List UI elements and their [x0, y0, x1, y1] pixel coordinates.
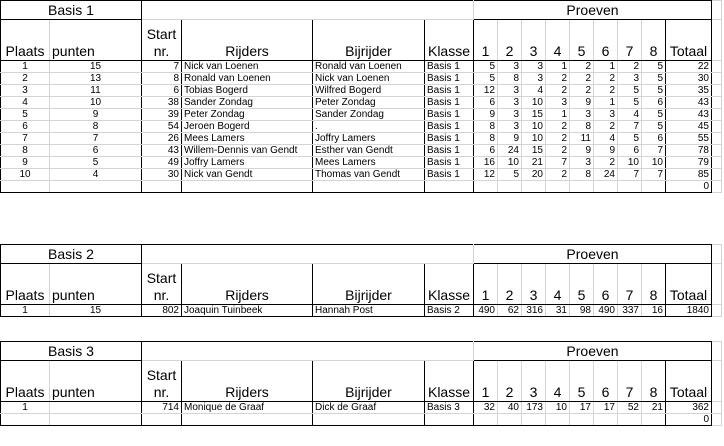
cell-klasse: Basis 1	[425, 121, 474, 133]
cell-proef-1: 5	[474, 61, 498, 73]
cell-proef-8: 7	[642, 169, 666, 181]
cell-punten: 13	[50, 73, 142, 85]
cell-proef-2: 3	[498, 109, 522, 121]
col-p8: 8	[642, 361, 666, 402]
col-punten: punten	[50, 361, 142, 402]
cell-bijrijder: Mees Lamers	[313, 157, 425, 169]
cell-bijrijder: Sander Zondag	[313, 109, 425, 121]
col-p5: 5	[570, 361, 594, 402]
cell-plaats: 4	[1, 97, 50, 109]
col-start: Start nr.	[142, 20, 182, 61]
cell-proef-8: 10	[642, 157, 666, 169]
cell-proef-8: 21	[642, 402, 666, 414]
col-klasse: Klasse	[425, 20, 474, 61]
cell-totaal: 35	[666, 85, 712, 97]
cell-proef-5: 17	[570, 402, 594, 414]
table-row	[1, 97, 722, 109]
col-p4: 4	[546, 264, 570, 305]
col-p3: 3	[522, 361, 546, 402]
cell-totaal: 55	[666, 133, 712, 145]
cell-bijrijder: Peter Zondag	[313, 97, 425, 109]
cell-proef-4: 31	[546, 305, 570, 317]
cell-klasse: Basis 1	[425, 169, 474, 181]
cell-proef-3: 10	[522, 121, 546, 133]
table-row	[1, 61, 722, 73]
cell-proef-1: 6	[474, 145, 498, 157]
cell-proef-1: 8	[474, 121, 498, 133]
table-row	[1, 157, 722, 169]
cell-start: 26	[142, 133, 182, 145]
cell-bijrijder: Thomas van Gendt	[313, 169, 425, 181]
cell-klasse: Basis 1	[425, 145, 474, 157]
cell-proef-3: 21	[522, 157, 546, 169]
cell-punten: 15	[50, 61, 142, 73]
cell-proef-4: 2	[546, 121, 570, 133]
cell-proef-5: 11	[570, 133, 594, 145]
cell-plaats: 3	[1, 85, 50, 97]
cell-proef-4: 1	[546, 61, 570, 73]
table-row	[1, 73, 722, 85]
cell-proef-7: 5	[618, 97, 642, 109]
cell-proef-4: 10	[546, 402, 570, 414]
col-p8: 8	[642, 20, 666, 61]
table-row	[1, 85, 722, 97]
table-row	[1, 133, 722, 145]
cell-plaats: 9	[1, 157, 50, 169]
cell-proef-2: 3	[498, 61, 522, 73]
col-p5: 5	[570, 264, 594, 305]
cell-proef-8: 7	[642, 145, 666, 157]
cell-plaats: 2	[1, 73, 50, 85]
cell-plaats: 1	[1, 402, 50, 414]
cell-proef-2: 3	[498, 85, 522, 97]
col-p7: 7	[618, 264, 642, 305]
basis3-title: Basis 3	[1, 342, 142, 361]
cell-proef-7: 5	[618, 133, 642, 145]
cell-proef-3: 173	[522, 402, 546, 414]
cell-proef-4: 2	[546, 169, 570, 181]
cell-proef-8: 5	[642, 121, 666, 133]
col-totaal: Totaal	[666, 264, 712, 305]
col-p4: 4	[546, 20, 570, 61]
cell-proef-6: 2	[594, 121, 618, 133]
cell-proef-4: 3	[546, 97, 570, 109]
cell-proef-5: 8	[570, 169, 594, 181]
col-rijders: Rijders	[182, 361, 313, 402]
basis1-proeven-header: Proeven	[474, 1, 712, 20]
cell-proef-5: 3	[570, 157, 594, 169]
basis3-proeven-header: Proeven	[474, 342, 712, 361]
cell-proef-5: 2	[570, 85, 594, 97]
cell-rijder: Mees Lamers	[182, 133, 313, 145]
cell-proef-4: 1	[546, 109, 570, 121]
cell-rijder: Peter Zondag	[182, 109, 313, 121]
cell-proef-6: 9	[594, 145, 618, 157]
table-row	[1, 305, 722, 317]
col-punten: punten	[50, 264, 142, 305]
col-p8: 8	[642, 264, 666, 305]
cell-proef-6: 490	[594, 305, 618, 317]
cell-proef-6: 3	[594, 109, 618, 121]
col-rijders: Rijders	[182, 264, 313, 305]
cell-totaal: 43	[666, 109, 712, 121]
cell-start: 6	[142, 85, 182, 97]
cell-punten: 5	[50, 157, 142, 169]
cell-proef-2: 10	[498, 157, 522, 169]
cell-plaats: 10	[1, 169, 50, 181]
col-punten: punten	[50, 20, 142, 61]
cell-proef-8: 5	[642, 85, 666, 97]
cell-rijder: Joffry Lamers	[182, 157, 313, 169]
cell-bijrijder: Esther van Gendt	[313, 145, 425, 157]
cell-proef-4: 2	[546, 133, 570, 145]
cell-proef-1: 490	[474, 305, 498, 317]
table-row	[1, 145, 722, 157]
cell-punten: 8	[50, 121, 142, 133]
cell-klasse: Basis 1	[425, 85, 474, 97]
cell-rijder: Sander Zondag	[182, 97, 313, 109]
cell-rijder: Ronald van Loenen	[182, 73, 313, 85]
cell-start: 7	[142, 61, 182, 73]
col-p7: 7	[618, 361, 642, 402]
cell-plaats: 6	[1, 121, 50, 133]
cell-klasse: Basis 1	[425, 61, 474, 73]
col-p6: 6	[594, 361, 618, 402]
cell-proef-3: 15	[522, 109, 546, 121]
cell-proef-1: 32	[474, 402, 498, 414]
cell-proef-5: 98	[570, 305, 594, 317]
cell-totaal-empty: 0	[666, 181, 712, 193]
col-p1: 1	[474, 20, 498, 61]
cell-bijrijder: .	[313, 121, 425, 133]
cell-totaal: 43	[666, 97, 712, 109]
cell-punten: 9	[50, 109, 142, 121]
basis2-title: Basis 2	[1, 245, 142, 264]
cell-proef-8: 5	[642, 109, 666, 121]
cell-start: 39	[142, 109, 182, 121]
cell-proef-7: 5	[618, 85, 642, 97]
cell-plaats: 7	[1, 133, 50, 145]
col-p1: 1	[474, 264, 498, 305]
col-p6: 6	[594, 20, 618, 61]
table-row-empty	[1, 414, 722, 426]
table-row	[1, 402, 722, 414]
col-plaats: Plaats	[1, 361, 50, 402]
col-plaats: Plaats	[1, 264, 50, 305]
col-totaal: Totaal	[666, 361, 712, 402]
col-bijrijder: Bijrijder	[313, 361, 425, 402]
table-row	[1, 169, 722, 181]
basis2-table	[0, 244, 722, 317]
cell-bijrijder: Dick de Graaf	[313, 402, 425, 414]
cell-proef-8: 5	[642, 73, 666, 85]
cell-proef-2: 5	[498, 169, 522, 181]
cell-proef-3: 15	[522, 145, 546, 157]
cell-proef-6: 1	[594, 97, 618, 109]
cell-start: 38	[142, 97, 182, 109]
col-p3: 3	[522, 20, 546, 61]
cell-punten: 7	[50, 133, 142, 145]
cell-bijrijder: Hannah Post	[313, 305, 425, 317]
cell-proef-5: 2	[570, 73, 594, 85]
cell-rijder: Willem-Dennis van Gendt	[182, 145, 313, 157]
cell-proef-3: 3	[522, 73, 546, 85]
col-totaal: Totaal	[666, 20, 712, 61]
cell-bijrijder: Joffry Lamers	[313, 133, 425, 145]
cell-totaal: 79	[666, 157, 712, 169]
cell-totaal: 30	[666, 73, 712, 85]
table-row	[1, 109, 722, 121]
cell-proef-2: 3	[498, 121, 522, 133]
cell-proef-6: 4	[594, 133, 618, 145]
cell-proef-1: 6	[474, 97, 498, 109]
cell-proef-1: 8	[474, 133, 498, 145]
cell-proef-5: 3	[570, 109, 594, 121]
cell-rijder: Tobias Bogerd	[182, 85, 313, 97]
cell-proef-6: 1	[594, 61, 618, 73]
cell-bijrijder: Nick van Loenen	[313, 73, 425, 85]
cell-proef-1: 9	[474, 109, 498, 121]
cell-proef-3: 10	[522, 97, 546, 109]
basis3-table	[0, 341, 722, 426]
cell-start: 714	[142, 402, 182, 414]
cell-proef-2: 9	[498, 133, 522, 145]
cell-rijder: Jeroen Bogerd	[182, 121, 313, 133]
cell-klasse: Basis 1	[425, 73, 474, 85]
cell-proef-8: 16	[642, 305, 666, 317]
col-plaats: Plaats	[1, 20, 50, 61]
cell-proef-3: 3	[522, 61, 546, 73]
cell-rijder: Nick van Gendt	[182, 169, 313, 181]
cell-proef-2: 40	[498, 402, 522, 414]
cell-start: 802	[142, 305, 182, 317]
col-p2: 2	[498, 361, 522, 402]
cell-proef-3: 4	[522, 85, 546, 97]
cell-proef-8: 5	[642, 61, 666, 73]
cell-bijrijder: Wilfred Bogerd	[313, 85, 425, 97]
table-row-empty	[1, 181, 722, 193]
basis1-table	[0, 0, 722, 193]
col-klasse: Klasse	[425, 361, 474, 402]
col-p1: 1	[474, 361, 498, 402]
cell-proef-6: 2	[594, 157, 618, 169]
cell-proef-5: 9	[570, 97, 594, 109]
cell-proef-7: 10	[618, 157, 642, 169]
cell-totaal-empty: 0	[666, 414, 712, 426]
cell-klasse: Basis 2	[425, 305, 474, 317]
cell-punten: 15	[50, 305, 142, 317]
cell-proef-7: 52	[618, 402, 642, 414]
col-p6: 6	[594, 264, 618, 305]
col-start: Start nr.	[142, 361, 182, 402]
cell-proef-5: 9	[570, 145, 594, 157]
cell-proef-5: 8	[570, 121, 594, 133]
col-p2: 2	[498, 264, 522, 305]
cell-totaal: 1840	[666, 305, 712, 317]
cell-proef-8: 6	[642, 97, 666, 109]
cell-rijder: Monique de Graaf	[182, 402, 313, 414]
cell-proef-6: 24	[594, 169, 618, 181]
cell-totaal: 22	[666, 61, 712, 73]
cell-plaats: 8	[1, 145, 50, 157]
cell-start: 49	[142, 157, 182, 169]
cell-bijrijder: Ronald van Loenen	[313, 61, 425, 73]
cell-totaal: 78	[666, 145, 712, 157]
cell-punten: 6	[50, 145, 142, 157]
cell-proef-2: 62	[498, 305, 522, 317]
cell-totaal: 85	[666, 169, 712, 181]
cell-plaats: 1	[1, 61, 50, 73]
cell-punten	[50, 402, 142, 414]
table-row	[1, 121, 722, 133]
cell-proef-1: 16	[474, 157, 498, 169]
cell-proef-1: 12	[474, 85, 498, 97]
cell-klasse: Basis 1	[425, 157, 474, 169]
cell-plaats: 1	[1, 305, 50, 317]
cell-start: 43	[142, 145, 182, 157]
cell-proef-1: 5	[474, 73, 498, 85]
cell-start: 8	[142, 73, 182, 85]
cell-start: 30	[142, 169, 182, 181]
col-start: Start nr.	[142, 264, 182, 305]
col-p2: 2	[498, 20, 522, 61]
cell-proef-4: 2	[546, 145, 570, 157]
cell-punten: 4	[50, 169, 142, 181]
col-p4: 4	[546, 361, 570, 402]
col-bijrijder: Bijrijder	[313, 20, 425, 61]
cell-proef-1: 12	[474, 169, 498, 181]
cell-start: 54	[142, 121, 182, 133]
cell-proef-7: 4	[618, 109, 642, 121]
cell-proef-7: 7	[618, 121, 642, 133]
cell-proef-3: 10	[522, 133, 546, 145]
cell-proef-5: 2	[570, 61, 594, 73]
cell-proef-2: 8	[498, 73, 522, 85]
cell-proef-6: 17	[594, 402, 618, 414]
cell-klasse: Basis 3	[425, 402, 474, 414]
cell-klasse: Basis 1	[425, 133, 474, 145]
cell-proef-4: 2	[546, 85, 570, 97]
cell-proef-7: 6	[618, 145, 642, 157]
cell-rijder: Joaquin Tuinbeek	[182, 305, 313, 317]
cell-klasse: Basis 1	[425, 97, 474, 109]
cell-proef-7: 7	[618, 169, 642, 181]
col-p3: 3	[522, 264, 546, 305]
cell-proef-4: 7	[546, 157, 570, 169]
cell-proef-6: 2	[594, 85, 618, 97]
col-bijrijder: Bijrijder	[313, 264, 425, 305]
cell-proef-4: 2	[546, 73, 570, 85]
col-klasse: Klasse	[425, 264, 474, 305]
cell-proef-8: 6	[642, 133, 666, 145]
cell-proef-3: 20	[522, 169, 546, 181]
basis2-proeven-header: Proeven	[474, 245, 712, 264]
col-p7: 7	[618, 20, 642, 61]
cell-proef-2: 3	[498, 97, 522, 109]
cell-proef-7: 2	[618, 61, 642, 73]
basis1-title: Basis 1	[1, 1, 142, 20]
cell-totaal: 45	[666, 121, 712, 133]
cell-klasse: Basis 1	[425, 109, 474, 121]
cell-totaal: 362	[666, 402, 712, 414]
cell-proef-7: 3	[618, 73, 642, 85]
cell-proef-2: 24	[498, 145, 522, 157]
cell-proef-6: 2	[594, 73, 618, 85]
cell-punten: 10	[50, 97, 142, 109]
cell-proef-7: 337	[618, 305, 642, 317]
cell-rijder: Nick van Loenen	[182, 61, 313, 73]
col-p5: 5	[570, 20, 594, 61]
cell-proef-3: 316	[522, 305, 546, 317]
col-rijders: Rijders	[182, 20, 313, 61]
cell-plaats: 5	[1, 109, 50, 121]
cell-punten: 11	[50, 85, 142, 97]
